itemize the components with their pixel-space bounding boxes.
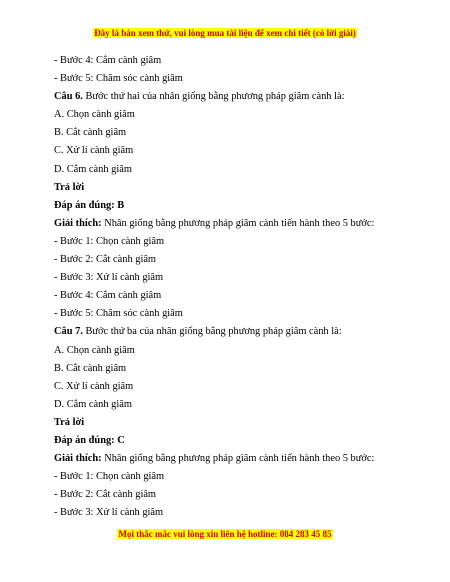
option-a (54, 109, 414, 121)
hotline-notice-footer (0, 528, 450, 540)
step-5-item (54, 73, 414, 85)
preview-notice-text: Đây là bản xem thử, vui lòng mua tài liệu để xem chi tiết (có lời giải) (94, 28, 356, 38)
step-2-item-text: - Bước 2: Cắt cành giâm (54, 254, 157, 266)
document-body (54, 55, 414, 525)
option-d (54, 399, 414, 411)
step-1-item-text: - Bước 1: Chọn cành giâm (54, 471, 165, 483)
step-5-item (54, 308, 414, 320)
step-5-item-text: - Bước 5: Chăm sóc cành giâm (54, 308, 183, 320)
question-7-bold: Câu 7. (54, 326, 83, 338)
option-c-text: C. Xử lí cành giâm (54, 145, 134, 157)
correct-answer-bold: Đáp án đúng: B (54, 199, 125, 211)
answer-heading (54, 417, 414, 429)
option-a-text: A. Chọn cành giâm (54, 109, 135, 121)
step-2-item (54, 489, 414, 501)
step-1-item (54, 471, 414, 483)
step-1-item (54, 236, 414, 248)
option-a-text: A. Chọn cành giâm (54, 344, 135, 356)
option-d-text: D. Cắm cành giâm (54, 163, 132, 175)
option-c-text: C. Xử lí cành giâm (54, 380, 134, 392)
option-b (54, 363, 414, 375)
correct-answer (54, 200, 414, 212)
step-5-item-text: - Bước 5: Chăm sóc cành giâm (54, 73, 183, 85)
question-6-bold: Câu 6. (54, 91, 83, 103)
step-1-item-text: - Bước 1: Chọn cành giâm (54, 235, 165, 247)
step-4-item-text: - Bước 4: Cắm cành giâm (54, 290, 162, 302)
step-4-item-text: - Bước 4: Cắm cành giâm (54, 55, 162, 66)
option-b-text: B. Cắt cành giâm (54, 362, 127, 374)
answer-heading (54, 182, 414, 194)
explanation-text: Nhân giống bằng phương pháp giâm cành tiến hành theo 5 bước: (101, 453, 375, 465)
step-4-item (54, 290, 414, 302)
explanation-text: Nhân giống bằng phương pháp giâm cành tiến hành theo 5 bước: (101, 217, 375, 229)
answer-heading-bold: Trả lời (54, 416, 85, 428)
step-4-item (54, 55, 414, 67)
option-d (54, 164, 414, 176)
step-3-item (54, 507, 414, 519)
question-7-text: Bước thứ ba của nhân giống bằng phương pháp giâm cành là: (82, 326, 342, 338)
preview-notice-header (0, 27, 450, 39)
hotline-notice-text: Mọi thắc mắc vui lòng xin liên hệ hotline: 084 283 45 85 (118, 529, 332, 539)
answer-heading-bold: Trả lời (54, 181, 85, 193)
option-c (54, 381, 414, 393)
step-3-item-text: - Bước 3: Xử lí cành giâm (54, 272, 164, 284)
explanation (54, 218, 414, 230)
step-3-item-text: - Bước 3: Xử lí cành giâm (54, 507, 164, 519)
step-3-item (54, 272, 414, 284)
option-a (54, 345, 414, 357)
question-7 (54, 326, 414, 338)
explanation (54, 453, 414, 465)
step-2-item (54, 254, 414, 266)
step-2-item-text: - Bước 2: Cắt cành giâm (54, 489, 157, 501)
option-b-text: B. Cắt cành giâm (54, 127, 127, 139)
correct-answer-bold: Đáp án đúng: C (54, 434, 125, 446)
question-6-text: Bước thứ hai của nhân giống bằng phương pháp giâm cành là: (82, 91, 345, 103)
option-d-text: D. Cắm cành giâm (54, 398, 132, 410)
question-6 (54, 91, 414, 103)
explanation-bold: Giải thích: (54, 453, 102, 465)
option-b (54, 127, 414, 139)
correct-answer (54, 435, 414, 447)
option-c (54, 145, 414, 157)
explanation-bold: Giải thích: (54, 217, 102, 229)
